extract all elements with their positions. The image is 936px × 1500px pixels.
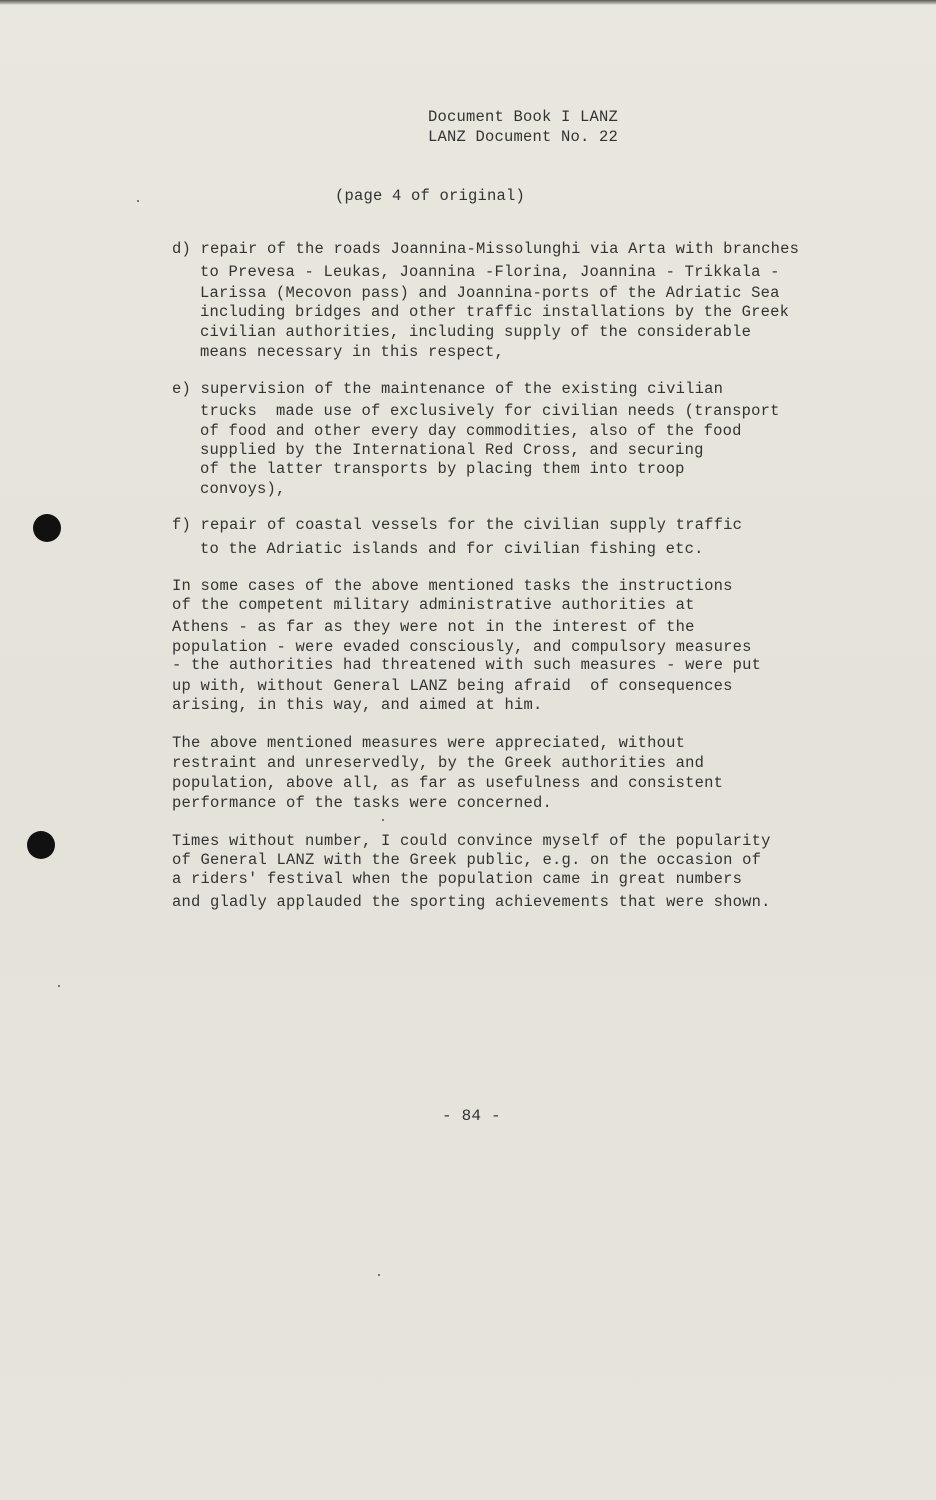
item-d-line: civilian authorities, including supply of the considerable <box>200 323 752 341</box>
paragraph-1-line: - the authorities had threatened with such measures - were put <box>172 656 762 674</box>
item-d-line: including bridges and other traffic installations by the Greek <box>200 303 790 321</box>
item-e-line: supplied by the International Red Cross, and securing <box>200 441 704 459</box>
paragraph-1-line: up with, without General LANZ being afraid of consequences <box>172 677 733 695</box>
item-e-line: trucks made use of exclusively for civilian needs (transport <box>200 402 780 420</box>
paragraph-3-line: and gladly applauded the sporting achievements that were shown. <box>172 893 771 911</box>
document-book-reference: Document Book I LANZ <box>428 108 619 126</box>
paragraph-1-line: In some cases of the above mentioned tasks the instructions <box>172 577 733 595</box>
paragraph-2-line: population, above all, as far as usefulness and consistent <box>172 774 724 792</box>
page-number: - 84 - <box>442 1107 501 1125</box>
paper-speck <box>137 200 139 202</box>
item-f-line: to the Adriatic islands and for civilian fishing etc. <box>200 540 704 558</box>
item-e-line: of the latter transports by placing them into troop <box>200 460 685 478</box>
page-top-edge <box>0 0 936 5</box>
paragraph-1-line: of the competent military administrative authorities at <box>172 596 695 614</box>
item-d-line: means necessary in this respect, <box>200 343 505 361</box>
paragraph-3-line: of General LANZ with the Greek public, e.g. on the occasion of <box>172 851 762 869</box>
paragraph-1-line: Athens - as far as they were not in the interest of the <box>172 618 695 636</box>
paragraph-3-line: Times without number, I could convince myself of the popularity <box>172 832 771 850</box>
paragraph-1-line: population - were evaded consciously, and compulsory measures <box>172 638 752 656</box>
item-e-line: of food and other every day commodities, also of the food <box>200 422 742 440</box>
paragraph-3-line: a riders' festival when the population came in great numbers <box>172 870 743 888</box>
item-d-line: d) repair of the roads Joannina-Missolunghi via Arta with branches <box>172 240 800 258</box>
item-e-line: e) supervision of the maintenance of the existing civilian <box>172 380 724 398</box>
paper-speck <box>58 985 60 987</box>
item-f-line: f) repair of coastal vessels for the civilian supply traffic <box>172 516 743 534</box>
item-e-line: convoys), <box>200 480 286 498</box>
paper-speck <box>382 819 384 821</box>
item-d-line: to Prevesa - Leukas, Joannina -Florina, Joannina - Trikkala - <box>200 263 780 281</box>
punch-hole-upper <box>33 514 61 542</box>
document-number: LANZ Document No. 22 <box>428 128 619 146</box>
paragraph-1-line: arising, in this way, and aimed at him. <box>172 696 543 714</box>
paragraph-2-line: restraint and unreservedly, by the Greek authorities and <box>172 754 705 772</box>
item-d-line: Larissa (Mecovon pass) and Joannina-ports of the Adriatic Sea <box>200 284 780 302</box>
paragraph-2-line: performance of the tasks were concerned. <box>172 794 553 812</box>
paragraph-2-line: The above mentioned measures were appreciated, without <box>172 734 686 752</box>
paper-speck <box>378 1274 380 1276</box>
punch-hole-lower <box>27 831 55 859</box>
original-page-reference: (page 4 of original) <box>335 187 526 205</box>
